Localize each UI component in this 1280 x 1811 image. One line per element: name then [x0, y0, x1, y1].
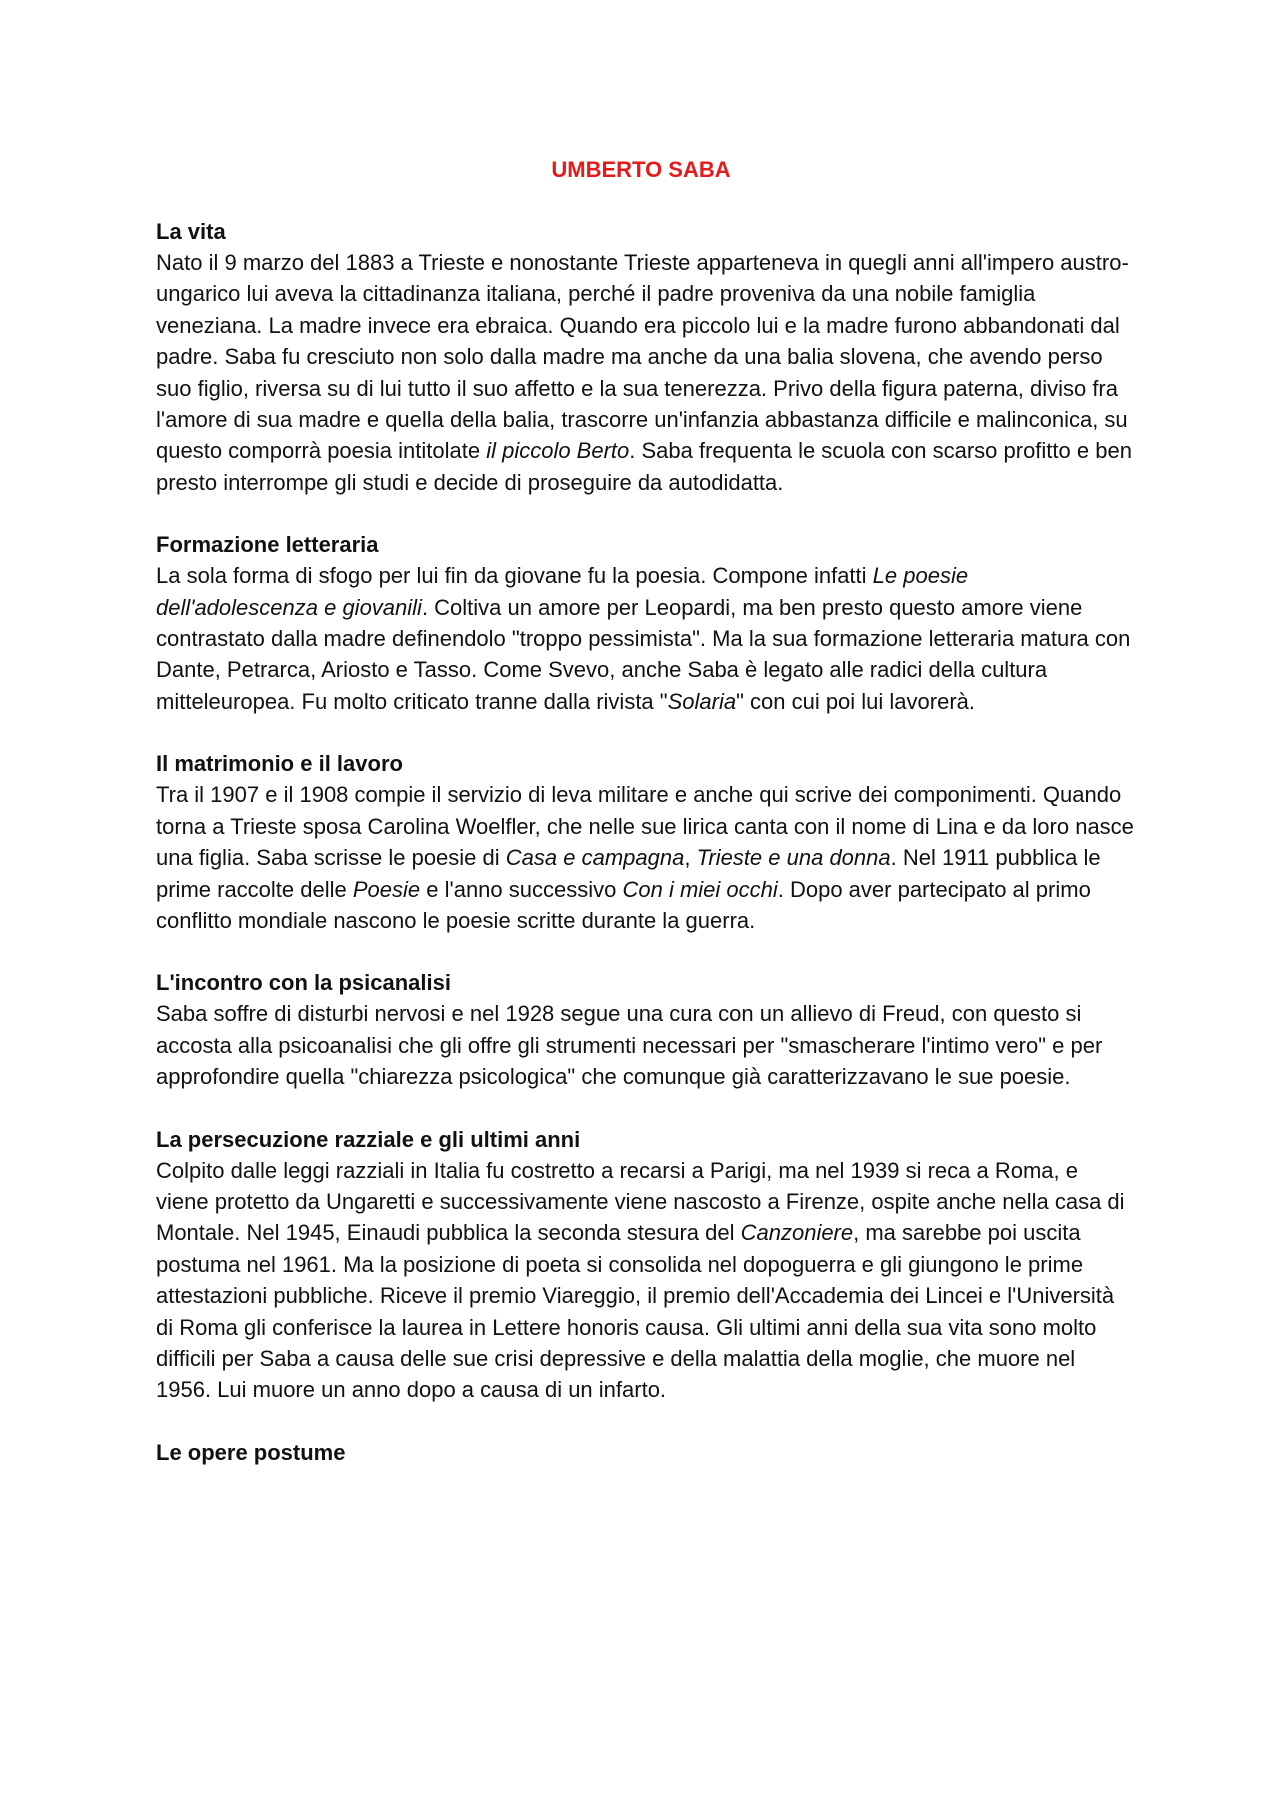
section-body	[156, 998, 1136, 1092]
section-heading: Le opere postume	[156, 1439, 346, 1465]
italic-title-text: Poesie	[352, 876, 421, 902]
body-text: , ma sarebbe poi uscita postuma nel 1961. Ma la posizione di poeta si consolida nel dopoguerra e gli giungono le prime attestazioni pubbliche. Riceve il premio Viareggio, il premio dell'Accademia dei Lincei e l'Università di Roma gli conferisce la laurea in Lettere honoris causa. Gli ultimi anni della sua vita sono molto difficili per Saba a causa delle sue crisi depressive e della malattia della moglie, che muore nel 1956. Lui muore un anno dopo a causa di un infarto.	[156, 1220, 1115, 1403]
italic-title-text: Le poesie dell'adolescenza e giovanili	[156, 563, 969, 620]
body-text: Tra il 1907 e il 1908 compie il servizio di leva militare e anche qui scrive dei componimenti. Quando torna a Trieste sposa Carolina Woelfler, che nelle sue lirica canta con il nome di Lina e da loro nasce una figlia. Saba scrisse le poesie di	[156, 782, 1134, 871]
section-heading: La persecuzione razziale e gli ultimi anni	[156, 1126, 581, 1152]
body-text: La sola forma di sfogo per lui fin da giovane fu la poesia. Compone infatti	[156, 563, 873, 589]
italic-title-text: Trieste e una donna	[696, 845, 891, 871]
section-formazione-letteraria	[156, 529, 1136, 717]
body-text: ,	[684, 845, 697, 871]
section-persecuzione	[156, 1124, 1136, 1406]
section-body	[156, 560, 1136, 717]
section-psicanalisi	[156, 967, 1136, 1092]
section-body	[156, 779, 1136, 936]
body-text: . Saba frequenta le scuola con scarso profitto e ben presto interrompe gli studi e decide di proseguire da autodidatta.	[156, 438, 1132, 495]
section-body	[156, 1155, 1136, 1406]
section-heading: La vita	[156, 219, 226, 244]
body-text: " con cui poi lui lavorerà.	[736, 688, 976, 714]
section-heading: Il matrimonio e il lavoro	[156, 751, 403, 777]
section-heading: L'incontro con la psicanalisi	[156, 970, 451, 996]
italic-title-text: Canzoniere	[740, 1220, 854, 1246]
body-text: Colpito dalle leggi razziali in Italia fu costretto a recarsi a Parigi, ma nel 1939 si reca a Roma, e viene protetto da Ungaretti e successivamente viene nascosto a Firenze, ospite anche nella casa di Montale. Nel 1945, Einaudi pubblica la seconda stesura del	[156, 1157, 1125, 1246]
body-text: . Dopo aver partecipato al primo conflitto mondiale nascono le poesie scritte durante la guerra.	[156, 876, 1091, 933]
italic-title-text: il piccolo Berto	[486, 438, 630, 464]
section-body	[156, 247, 1136, 498]
body-text: Saba soffre di disturbi nervosi e nel 1928 segue una cura con un allievo di Freud, con questo si accosta alla psicoanalisi che gli offre gli strumenti necessari per "smascherare l'intimo vero" e per approfondire quella "chiarezza psicologica" che comunque già caratterizzavano le sue poesie.	[156, 1001, 1103, 1090]
document-page	[156, 154, 1136, 1499]
section-matrimonio-lavoro	[156, 748, 1136, 936]
body-text: e l'anno successivo	[420, 876, 623, 902]
body-text: Nato il 9 marzo del 1883 a Trieste e nonostante Trieste apparteneva in quegli anni all'impero austro-ungarico lui aveva la cittadinanza italiana, perché il padre proveniva da una nobile famiglia veneziana. La madre invece era ebraica. Quando era piccolo lui e la madre furono abbandonati dal padre. Saba fu cresciuto non solo dalla madre ma anche da una balia slovena, che avendo perso suo figlio, riversa su di lui tutto il suo affetto e la sua tenerezza. Privo della figura paterna, diviso fra l'amore di sua madre e quella della balia, trascorre un'infanzia abbastanza difficile e malinconica, su questo comporrà poesia intitolate	[156, 250, 1129, 464]
section-la-vita	[156, 216, 1136, 498]
italic-title-text: Con i miei occhi	[622, 876, 778, 902]
document-title: UMBERTO SABA	[551, 157, 731, 182]
italic-title-text: Casa e campagna	[505, 845, 685, 871]
body-text: . Nel 1911 pubblica le prime raccolte delle	[156, 845, 1101, 902]
body-text: . Coltiva un amore per Leopardi, ma ben presto questo amore viene contrastato dalla madre definendolo "troppo pessimista". Ma la sua formazione letteraria matura con Dante, Petrarca, Ariosto e Tasso. Come Svevo, anche Saba è legato alle radici della cultura mitteleuropea. Fu molto criticato tranne dalla rivista "	[156, 594, 1131, 714]
italic-title-text: Solaria	[667, 688, 737, 714]
section-opere-postume	[156, 1437, 1136, 1468]
section-heading: Formazione letteraria	[156, 532, 379, 558]
